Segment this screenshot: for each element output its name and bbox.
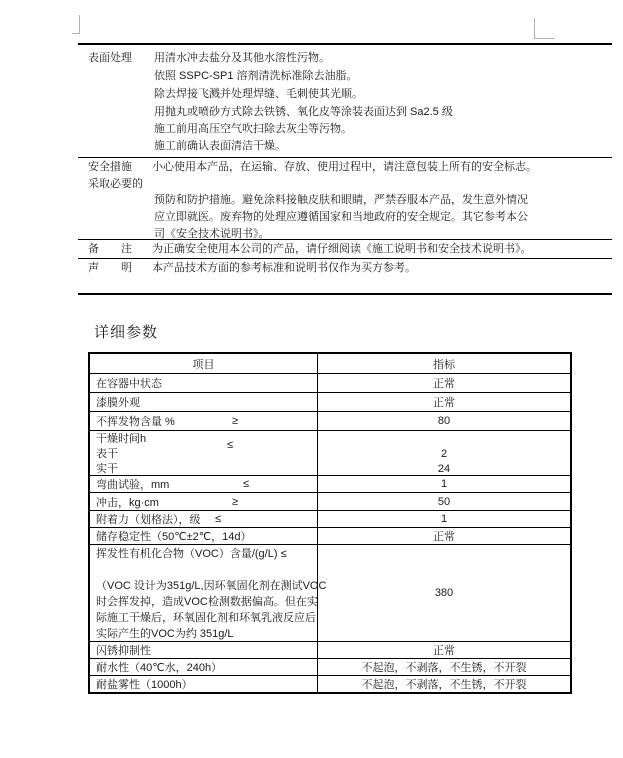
info-rule-top	[78, 43, 612, 45]
param-label: 在容器中状态	[96, 378, 162, 390]
param-header-row	[90, 354, 570, 374]
param-symbol: ≥	[232, 495, 239, 508]
info-text-line: 施工前用高压空气吹扫除去灰尘等污物。	[154, 123, 352, 135]
param-label: 耐水性（40℃水，240h）	[96, 662, 223, 674]
param-symbol: ≤	[227, 439, 234, 451]
param-row	[90, 412, 570, 431]
param-value: 80	[317, 412, 570, 430]
info-rule-2	[78, 157, 612, 158]
param-value: 不起泡，不剥落，不生锈，不开裂	[317, 659, 570, 675]
param-symbol: ≥	[232, 415, 239, 427]
info-row-label-wrap: 采取必要的	[88, 178, 143, 190]
param-row	[90, 511, 570, 528]
info-text-line: 本产品技术方面的参考标准和说明书仅作为买方参考。	[152, 262, 416, 274]
info-row-label: 安全措施	[88, 161, 132, 173]
param-label	[90, 493, 317, 510]
info-text-line: 施工前确认表面清洁干燥。	[154, 140, 286, 152]
param-value: 正常	[317, 393, 570, 411]
param-row	[90, 659, 570, 676]
param-row	[90, 642, 570, 659]
info-text-line: 依照 SSPC-SP1 溶剂清洗标准除去油脂。	[154, 70, 358, 82]
voc-note-line: （VOC 设计为351g/L,因环氧固化剂在测试VOC	[96, 580, 327, 592]
crop-mark-top-right-icon	[534, 18, 555, 39]
param-row-voc	[90, 545, 570, 642]
param-label-text: 不挥发物含量 %	[96, 416, 175, 428]
param-label-text: 附着力（划格法），级	[96, 514, 201, 526]
param-symbol: ≤	[243, 478, 250, 490]
info-text-line: 预防和防护措施。避免涂料接触皮肤和眼睛，严禁吞服本产品，发生意外情况	[154, 194, 528, 206]
param-label-line: 干燥时间h	[96, 433, 147, 445]
param-label	[90, 476, 317, 492]
details-section-title: 详细参数	[94, 324, 159, 341]
param-value	[317, 431, 570, 475]
param-label: 储存稳定性（50℃±2℃，14d）	[96, 531, 252, 543]
info-text-line: 小心使用本产品，在运输、存放、使用过程中，请注意包装上所有的安全标志。	[152, 161, 537, 173]
info-text-line: 用抛丸或喷砂方式除去铁锈、氧化皮等涂装表面达到 Sa2.5 级	[154, 106, 453, 118]
crop-mark-top-left-icon	[72, 15, 80, 34]
param-value-line	[318, 432, 570, 447]
param-row	[90, 393, 570, 412]
param-row	[90, 374, 570, 393]
voc-note-line: 实际产生的VOC为约 351g/L	[96, 628, 234, 640]
info-row-label: 备 注	[88, 243, 132, 255]
param-symbol: ≤	[215, 513, 222, 525]
info-row-label: 声 明	[88, 262, 132, 274]
info-rule-bottom	[78, 293, 612, 295]
param-label-line: 表干	[96, 448, 118, 460]
param-value: 50	[317, 493, 570, 510]
param-value: 1	[317, 511, 570, 527]
param-value: 正常	[317, 642, 570, 658]
param-label	[90, 412, 317, 430]
param-label	[90, 431, 317, 475]
param-value: 不起泡，不剥落，不生锈，不开裂	[317, 676, 570, 692]
param-row-drying-time	[90, 431, 570, 476]
param-label: 耐盐雾性（1000h）	[96, 679, 193, 691]
param-label: 闪锈抑制性	[96, 645, 151, 657]
voc-note-line: 际施工干燥后，环氧固化剂和环氧乳液反应后	[96, 612, 316, 624]
param-value-line: 2	[440, 448, 448, 460]
info-rule-4	[78, 258, 612, 259]
param-row	[90, 676, 570, 692]
param-value: 正常	[317, 528, 570, 544]
param-label-text: 弯曲试验，mm	[96, 479, 170, 491]
info-row-label: 表面处理	[88, 52, 132, 64]
param-label-text: 冲击，kg·cm	[96, 496, 159, 509]
param-label: 漆膜外观	[96, 397, 140, 409]
param-label-line: 实干	[96, 463, 118, 475]
param-value-line: 24	[437, 463, 451, 475]
info-text-line: 用清水冲去盐分及其他水溶性污物。	[154, 52, 330, 64]
voc-note-line: 时会挥发掉，造成VOC检测数据偏高。但在实	[96, 596, 318, 608]
param-label	[90, 511, 317, 527]
param-value: 正常	[317, 374, 570, 392]
param-col-header-value: 指标	[317, 354, 570, 373]
param-row	[90, 528, 570, 545]
info-text-line: 为正确安全使用本公司的产品，请仔细阅读《施工说明书和安全技术说明书》。	[152, 243, 532, 255]
info-text-line: 除去焊接飞溅并处理焊缝、毛刺使其光顺。	[154, 88, 363, 100]
param-row	[90, 493, 570, 511]
param-value: 380	[317, 545, 570, 641]
param-table	[88, 352, 572, 694]
info-text-line: 司《安全技术说明书》。	[154, 228, 270, 240]
param-row	[90, 476, 570, 493]
param-col-header-item: 项目	[192, 358, 215, 371]
param-value: 1	[317, 476, 570, 492]
param-label	[90, 545, 327, 641]
info-text-line: 应立即就医。废弃物的处理应遵循国家和当地政府的安全规定。其它参考本公	[154, 211, 528, 223]
voc-label-line: 挥发性有机化合物（VOC）含量/(g/L) ≤	[96, 548, 287, 560]
